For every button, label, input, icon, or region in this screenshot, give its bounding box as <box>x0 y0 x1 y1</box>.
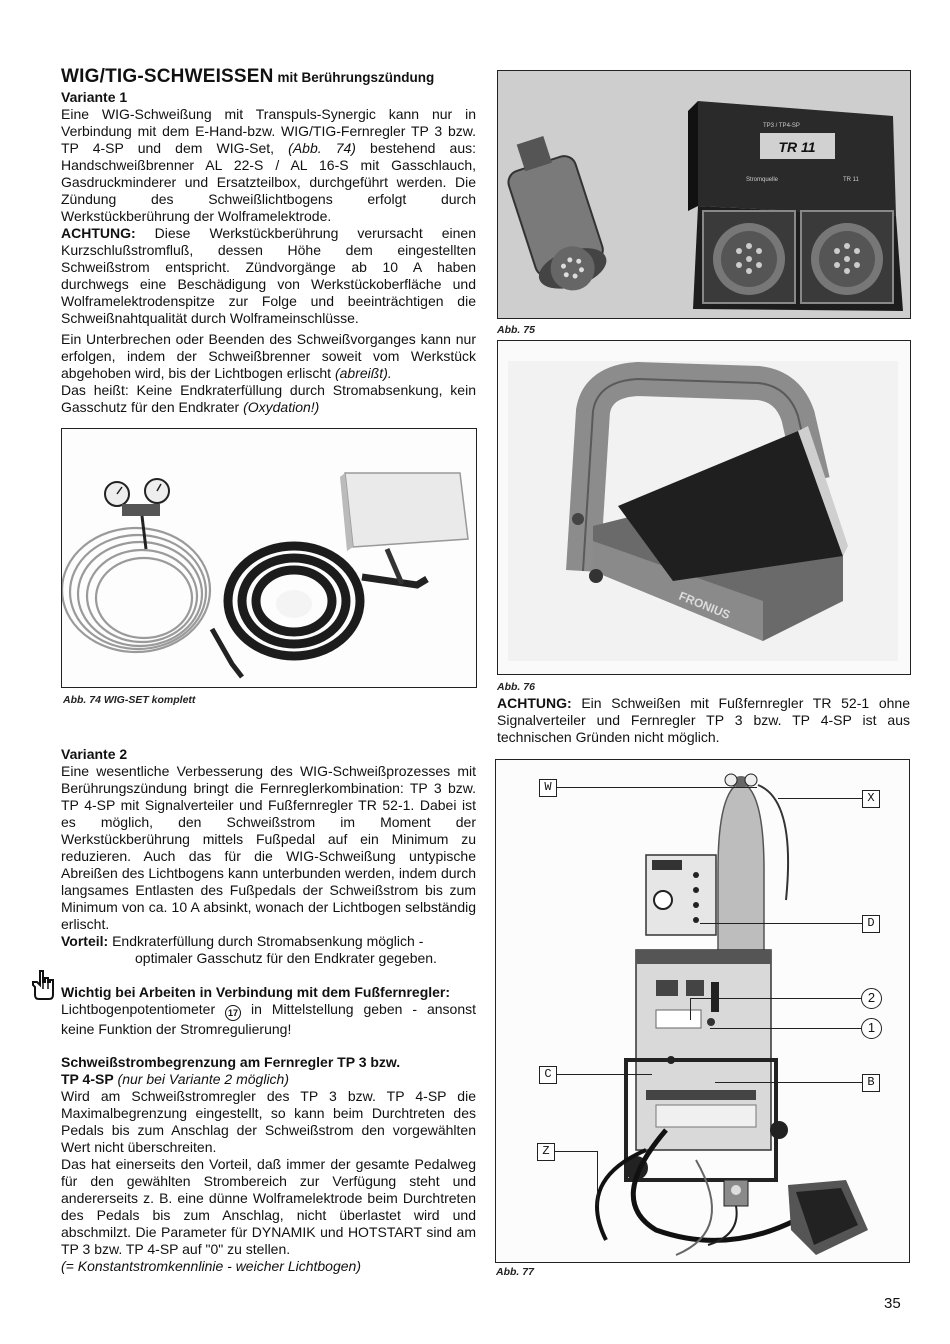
label-circle-1: 1 <box>861 1018 882 1039</box>
leader-d <box>700 923 862 924</box>
box-label-tp: TP3 / TP4-SP <box>763 123 800 129</box>
variant1-paragraph-3: Das heißt: Keine Endkraterfüllung durch Stromabsenkung, kein Gasschutz für den Endkrater (Oxydation!) <box>61 382 476 415</box>
leader-b <box>715 1082 862 1083</box>
page-number: 35 <box>884 1295 901 1312</box>
variant1-heading: Variante 1 <box>61 89 128 105</box>
leader-w <box>557 787 757 788</box>
leader-z <box>555 1151 597 1152</box>
variant2-paragraph: Eine wesentliche Verbesserung des WIG-Schweißprozesses mit Berührungszündung bringt die Fernreglerkombination: TP 3 bzw. TP 4-SP mit Signalverteiler und Fußfernregler TR 52-1. Dabei ist es möglich, den Schweißstrom im Moment der Werkstückberührung mittels Fußpedal auf ein Minimum zu reduzieren. Auch das für die WIG-Schweißung untypische Abreißen des Lichtbogens kann unterbunden werden, indem durch langsames Entlasten des Fußpedals der Schweißstrom bis zum Minimum von ca. 10 A absinkt, wonach der Lichtbogen selbständig erlischt. <box>61 763 476 932</box>
figure-74-caption: Abb. 74 WIG-SET komplett <box>63 694 196 706</box>
box-label-tr11: TR 11 <box>843 177 859 183</box>
current-limit-paragraph-2: Das hat einerseits den Vorteil, daß immer der gesamte Pedalweg für den gewählten Strombereich zur Verfügung steht und andererseits z. B. eine dünne Wolframelektrode beim Durchtreten des Pedals bis zum Anschlag, nicht überlastet wird und abschmilzt. Die Parameter für DYNAMIK und HOTSTART sind am TP 3 bzw. TP 4-SP auf "0" zu stellen. <box>61 1156 476 1257</box>
figure-76-caption: Abb. 76 <box>497 681 535 693</box>
title-main: WIG/TIG-SCHWEISSEN <box>61 66 274 87</box>
label-c: C <box>539 1066 557 1084</box>
variant2-section <box>61 746 476 1275</box>
leader-z-drop <box>597 1151 598 1206</box>
signal-distributor-image <box>498 71 910 318</box>
important-heading: Wichtig bei Arbeiten in Verbindung mit dem Fußfernregler: <box>61 984 451 1000</box>
variant1-warning: ACHTUNG: Diese Werkstückberührung verursacht einen Kurzschlußstromfluß, dessen Höhe dem eingestellten Schweißstrom entspricht. Zündvorgänge ab 10 A haben durchwegs eine Beschädigung von Werkstückoberfläche und Wolframelektrodenspitze zur Folge und beeinträchtigen die Schweißnahtqualität durch Wolframeinschlüsse. <box>61 225 476 326</box>
label-z: Z <box>537 1143 555 1161</box>
box-label-source: Stromquelle <box>746 177 779 183</box>
variant1-paragraph-2: Ein Unterbrechen oder Beenden des Schweißvorganges kann nur erfolgen, indem der Schweißbrenner soweit vom Werkstück abgehoben wird, bis der Lichtbogen erlischt (abreißt). <box>61 331 476 381</box>
left-column <box>61 66 476 416</box>
page-title <box>61 66 476 89</box>
current-limit-section <box>61 1054 476 1275</box>
label-d: D <box>862 915 880 933</box>
figure-74-wig-set <box>61 428 477 688</box>
variant2-heading: Variante 2 <box>61 746 128 762</box>
variant2-advantage-line2: optimaler Gasschutz für den Endkrater gegeben. <box>135 950 437 966</box>
important-note <box>61 984 476 1038</box>
variant1-paragraph: Eine WIG-Schweißung mit Transpuls-Synergic kann nur in Verbindung mit dem E-Hand-bzw. WIG/TIG-Fernregler TP 3 bzw. TP 4-SP und dem WIG-Set, (Abb. 74) bestehend aus: Handschweißbrenner AL 22-S / AL 16-S mit Gasschlauch, Gasdruckminderer und Ersatzteilbox, durchgeführt werden. Die Zündung des Schweißlichtbogens erfolgt durch Werkstückberührung der Wolframelektrode. <box>61 106 477 224</box>
leader-2-drop <box>690 998 691 1020</box>
leader-x <box>778 798 862 799</box>
figure-75-signal-distributor <box>497 70 911 319</box>
leader-c <box>557 1074 652 1075</box>
leader-1 <box>710 1028 861 1029</box>
right-warning <box>497 695 910 746</box>
right-warning-text: Ein Schweißen mit Fußfernregler TR 52-1 ohne Signalverteiler und Fernregler TP 3 bzw. TP 4-SP ist aus technischen Gründen nicht möglich. <box>497 695 910 745</box>
variant2-advantage: Vorteil: Endkraterfüllung durch Stromabsenkung möglich - <box>61 933 424 949</box>
label-circle-2: 2 <box>861 988 882 1009</box>
welding-setup-image <box>496 760 909 1262</box>
foot-pedal-image <box>498 341 910 674</box>
important-text: Lichtbogenpotentiometer 17 in Mittelstellung geben - ansonst keine Funktion der Stromregulierung! <box>61 1001 476 1037</box>
figure-76-foot-pedal <box>497 340 911 675</box>
box-logo: TR 11 <box>778 139 816 155</box>
right-warning-label: ACHTUNG: <box>497 695 572 711</box>
wig-set-image <box>62 429 476 687</box>
leader-2 <box>690 998 861 999</box>
figure-77-caption: Abb. 77 <box>496 1266 534 1278</box>
label-w: W <box>539 779 557 797</box>
current-limit-heading-2: TP 4-SP (nur bei Variante 2 möglich) <box>61 1071 289 1087</box>
title-suffix: mit Berührungszündung <box>277 70 435 85</box>
current-limit-heading: Schweißstrombegrenzung am Fernregler TP 3 bzw. <box>61 1054 401 1070</box>
reference-number-17: 17 <box>225 1005 241 1021</box>
figure-75-caption: Abb. 75 <box>497 324 535 336</box>
current-limit-paragraph-3: (= Konstantstromkennlinie - weicher Lichtbogen) <box>61 1258 361 1274</box>
label-x: X <box>862 790 880 808</box>
pointing-hand-icon <box>31 969 57 1001</box>
figure-77-welding-setup <box>495 759 910 1263</box>
label-b: B <box>862 1074 880 1092</box>
pedal-brand: FRONIUS <box>676 588 733 623</box>
current-limit-paragraph: Wird am Schweißstromregler des TP 3 bzw. TP 4-SP die Maximalbegrenzung eingestellt, so kann beim Durchtreten des Pedals bis zum Anschlag der Schweißstrom den vorgewählten Wert nicht überschreiten. <box>61 1088 476 1155</box>
